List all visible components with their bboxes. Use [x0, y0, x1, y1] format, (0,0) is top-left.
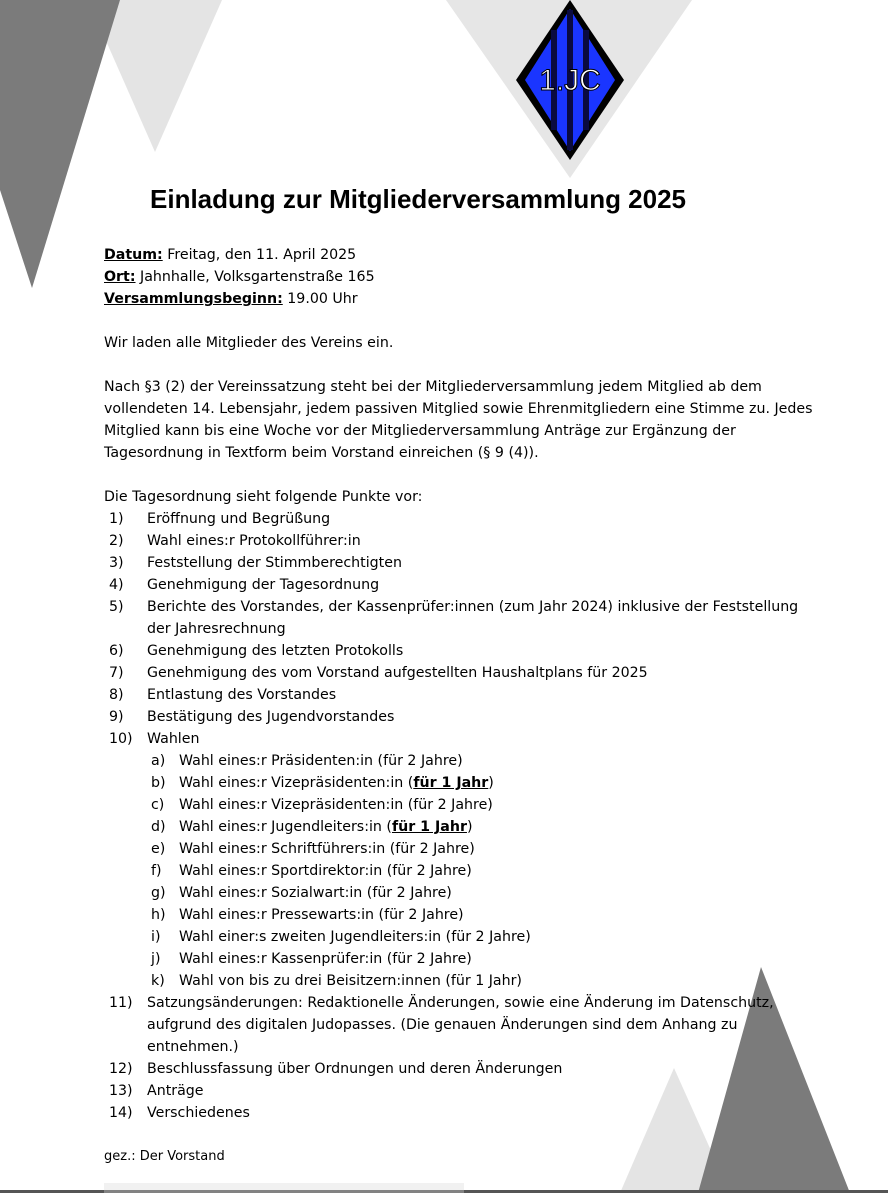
election-item: g) Wahl eines:r Sozialwart:in (für 2 Jahre) [151, 885, 452, 901]
date-label: Datum: [104, 247, 163, 263]
agenda-item: 3) Feststellung der Stimmberechtigten [109, 555, 402, 571]
agenda-list [104, 508, 824, 1124]
place-value: Jahnhalle, Volksgartenstraße 165 [140, 269, 375, 285]
intro-text: Wir laden alle Mitglieder des Vereins ein. [104, 335, 394, 351]
agenda-item: 4) Genehmigung der Tagesordnung [109, 577, 380, 593]
election-item: i) Wahl einer:s zweiten Jugendleiters:in (für 2 Jahre) [151, 929, 531, 945]
logo-text: 1.JC [539, 64, 601, 97]
agenda-item: 1) Eröffnung und Begrüßung [109, 511, 331, 527]
highlight-term: für 1 Jahr [413, 775, 489, 791]
election-item: b) Wahl eines:r Vizepräsidenten:in (für 1 Jahr) [151, 775, 494, 791]
meta-place [104, 266, 824, 288]
election-item: e) Wahl eines:r Schriftführers:in (für 2 Jahre) [151, 841, 475, 857]
meta-start [104, 288, 824, 310]
highlight-term: für 1 Jahr [391, 819, 467, 835]
place-label: Ort: [104, 269, 136, 285]
elections-list [147, 750, 824, 992]
triangle-dark-top-left [0, 0, 120, 288]
agenda-item: 6) Genehmigung des letzten Protokolls [109, 643, 404, 659]
agenda-item: 12) Beschlussfassung über Ordnungen und deren Änderungen [109, 1061, 563, 1077]
election-item: a) Wahl eines:r Präsidenten:in (für 2 Jahre) [151, 753, 463, 769]
document-body [104, 244, 824, 1168]
agenda-item: 7) Genehmigung des vom Vorstand aufgestellten Haushaltplans für 2025 [109, 665, 648, 681]
election-item: h) Wahl eines:r Pressewarts:in (für 2 Jahre) [151, 907, 464, 923]
statute-paragraph: Nach §3 (2) der Vereinssatzung steht bei der Mitgliederversammlung jedem Mitglied ab dem vollendeten 14. Lebensjahr, jedem passiven Mitglied sowie Ehrenmitgliedern eine Stimme zu. Jedes Mitglied kann bis eine Woche vor der Mitgliederversammlung Anträge zur Ergänzung der Tagesordnung in Textform beim Vorstand einreichen (§ 9 (4)). [104, 379, 813, 461]
agenda-item: 2) Wahl eines:r Protokollführer:in [109, 533, 361, 549]
agenda-item: 5) Berichte des Vorstandes, der Kassenprüfer:innen (zum Jahr 2024) inklusive der Feststellung der Jahresrechnung [109, 599, 799, 637]
agenda-item: 11) Satzungsänderungen: Redaktionelle Änderungen, sowie eine Änderung im Datenschutz, aufgrund des digitalen Judopasses. (Die genauen Änderungen sind dem Anhang zu entnehmen.) [109, 995, 774, 1055]
agenda-item: 9) Bestätigung des Jugendvorstandes [109, 709, 395, 725]
start-value: 19.00 Uhr [287, 291, 358, 307]
meta-date [104, 244, 824, 266]
agenda-intro: Die Tagesordnung sieht folgende Punkte vor: [104, 489, 423, 505]
date-value: Freitag, den 11. April 2025 [167, 247, 357, 263]
election-item: k) Wahl von bis zu drei Beisitzern:innen (für 1 Jahr) [151, 973, 522, 989]
start-label: Versammlungsbeginn: [104, 291, 283, 307]
agenda-item: 13) Anträge [109, 1083, 204, 1099]
election-item: d) Wahl eines:r Jugendleiters:in (für 1 Jahr) [151, 819, 473, 835]
signature: gez.: Der Vorstand [104, 1149, 225, 1164]
election-item: c) Wahl eines:r Vizepräsidenten:in (für 2 Jahre) [151, 797, 493, 813]
agenda-item: 14) Verschiedenes [109, 1105, 250, 1121]
agenda-item: 8) Entlastung des Vorstandes [109, 687, 337, 703]
cut-off-footer-line [104, 1183, 464, 1193]
election-item: j) Wahl eines:r Kassenprüfer:in (für 2 Jahre) [151, 951, 472, 967]
agenda-item-elections: 10) Wahlen a) Wahl eines:r Präsidenten:in (für 2 Jahre) b) Wahl eines:r Vizepräsidenten:in (für 1 Jahr) c) Wahl eines:r Vizepräsidenten:in (für 2 Jahre) d) Wahl eines:r Jugendleiters:in (für 1 Jahr) e) Wahl eines:r Schriftführers:in (für 2 Jahre) f) Wahl eines:r Sportdirektor:in (für 2 Jahre) g) Wahl eines:r Sozialwart:in (für 2 Jahre) h) Wahl eines:r Pressewarts:in (für 2 Jahre) i) Wahl einer:s zweiten Jugendleiters:in (für 2 Jahre) j) Wahl eines:r Kassenprüfer:in (für 2 Jahre) k) Wahl von bis zu drei Beisitzern:innen (für 1 Jahr) [104, 728, 824, 992]
election-item: f) Wahl eines:r Sportdirektor:in (für 2 Jahre) [151, 863, 472, 879]
page-title: Einladung zur Mitgliederversammlung 2025 [150, 184, 687, 214]
club-logo [516, 0, 624, 160]
